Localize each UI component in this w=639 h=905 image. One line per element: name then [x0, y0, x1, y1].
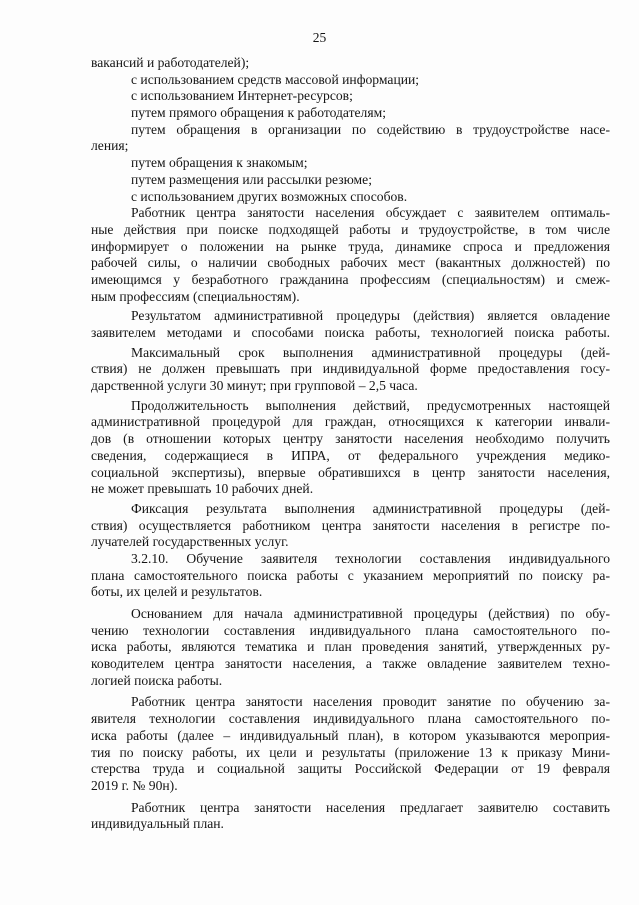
paragraph-line: ные действия при поиске подходящей работы и трудоустройстве, в том числе: [91, 221, 610, 237]
list-item: путем прямого обращения к работодателям;: [131, 105, 386, 121]
text-line: вакансий и работодателей);: [91, 55, 250, 70]
list-item: с использованием других возможных способов.: [131, 188, 408, 204]
paragraph-line: административной процедурой для граждан, относящихся к категории инвали-: [91, 414, 610, 430]
paragraph-line: ным профессиям (специальностям).: [91, 288, 300, 304]
paragraph-line: иска работы, являются тематика и план проведения занятий, утвержденных ру-: [91, 639, 610, 655]
paragraph-line: Результатом административной процедуры (действия) является овладение: [131, 308, 610, 324]
section-heading-line: боты, их целей и результатов.: [91, 584, 263, 600]
list-item: с использованием Интернет-ресурсов;: [131, 88, 353, 104]
paragraph-line: информирует о положении на рынке труда, динамике спроса и предложения: [91, 238, 610, 254]
paragraph-line: социальной экспертизы), впервые обратившихся в центр занятости населения,: [91, 464, 610, 480]
paragraph-line: не может превышать 10 рабочих дней.: [91, 481, 314, 497]
page-number: 25: [312, 30, 327, 45]
paragraph-line: Работник центра занятости населения проводит занятие по обучению за-: [131, 694, 610, 710]
paragraph-line: Максимальный срок выполнения административной процедуры (дей-: [131, 344, 610, 360]
paragraph-line: рабочей силы, о наличии свободных рабочих мест (вакантных должностей) по: [91, 255, 610, 271]
paragraph-line: Работник центра занятости населения обсуждает с заявителем оптималь-: [131, 205, 610, 221]
paragraph-line: Продолжительность выполнения действий, предусмотренных настоящей: [131, 397, 610, 413]
paragraph-line: лучателей государственных услуг.: [91, 534, 289, 550]
list-item: путем обращения в организации по содействию в трудоустройстве насе-: [131, 121, 610, 137]
paragraph-line: 2019 г. № 90н).: [91, 777, 178, 793]
paragraph-line: логией поиска работы.: [91, 672, 223, 688]
paragraph-line: чению технологии составления индивидуального плана самостоятельного по-: [91, 622, 610, 638]
list-item: путем обращения к знакомым;: [131, 155, 308, 171]
paragraph-line: явителя технологии составления индивидуального плана самостоятельного по-: [91, 711, 610, 727]
paragraph-line: дов (в отношении которых центру занятости населения необходимо получить: [91, 431, 610, 447]
text-line: ления;: [91, 138, 129, 154]
paragraph-line: иска работы (далее – индивидуальный план), в котором указываются мероприя-: [91, 727, 610, 743]
paragraph-line: Фиксация результата выполнения административной процедуры (дей-: [131, 500, 610, 516]
section-heading-line: 3.2.10. Обучение заявителя технологии составления индивидуального: [131, 550, 610, 566]
paragraph-line: заявителем методами и способами поиска работы, технологией поиска работы.: [91, 325, 610, 340]
paragraph-line: ствия) не должен превышать при индивидуальной форме предоставления госу-: [91, 361, 610, 377]
list-item: путем размещения или рассылки резюме;: [131, 171, 372, 187]
paragraph-line: сведения, содержащиеся в ИПРА, от федерального учреждения медико-: [91, 447, 610, 463]
list-item: с использованием средств массовой информации;: [131, 71, 420, 87]
paragraph-line: дарственной услуги 30 минут; при групповой – 2,5 часа.: [91, 378, 418, 394]
paragraph-line: Основанием для начала административной процедуры (действия) по обу-: [131, 606, 610, 621]
document-body: [91, 55, 610, 833]
paragraph-line: ководителем центра занятости населения, а также овладение заявителем техно-: [91, 656, 610, 672]
paragraph-line: Работник центра занятости населения предлагает заявителю составить: [131, 799, 610, 815]
paragraph-line: ствия) осуществляется работником центра занятости населения в регистре по-: [91, 517, 610, 533]
paragraph-line: тия по поиску работы, их цели и результаты (приложение 13 к приказу Мини-: [91, 744, 610, 760]
paragraph-line: имеющимся у безработного гражданина профессиям (специальностям) и смеж-: [91, 271, 610, 287]
section-heading-line: плана самостоятельного поиска работы с указанием мероприятий по поиску ра-: [91, 567, 610, 583]
paragraph-line: индивидуальный план.: [91, 816, 224, 832]
paragraph-line: стерства труда и социальной защиты Российской Федерации от 19 февраля: [91, 761, 610, 777]
